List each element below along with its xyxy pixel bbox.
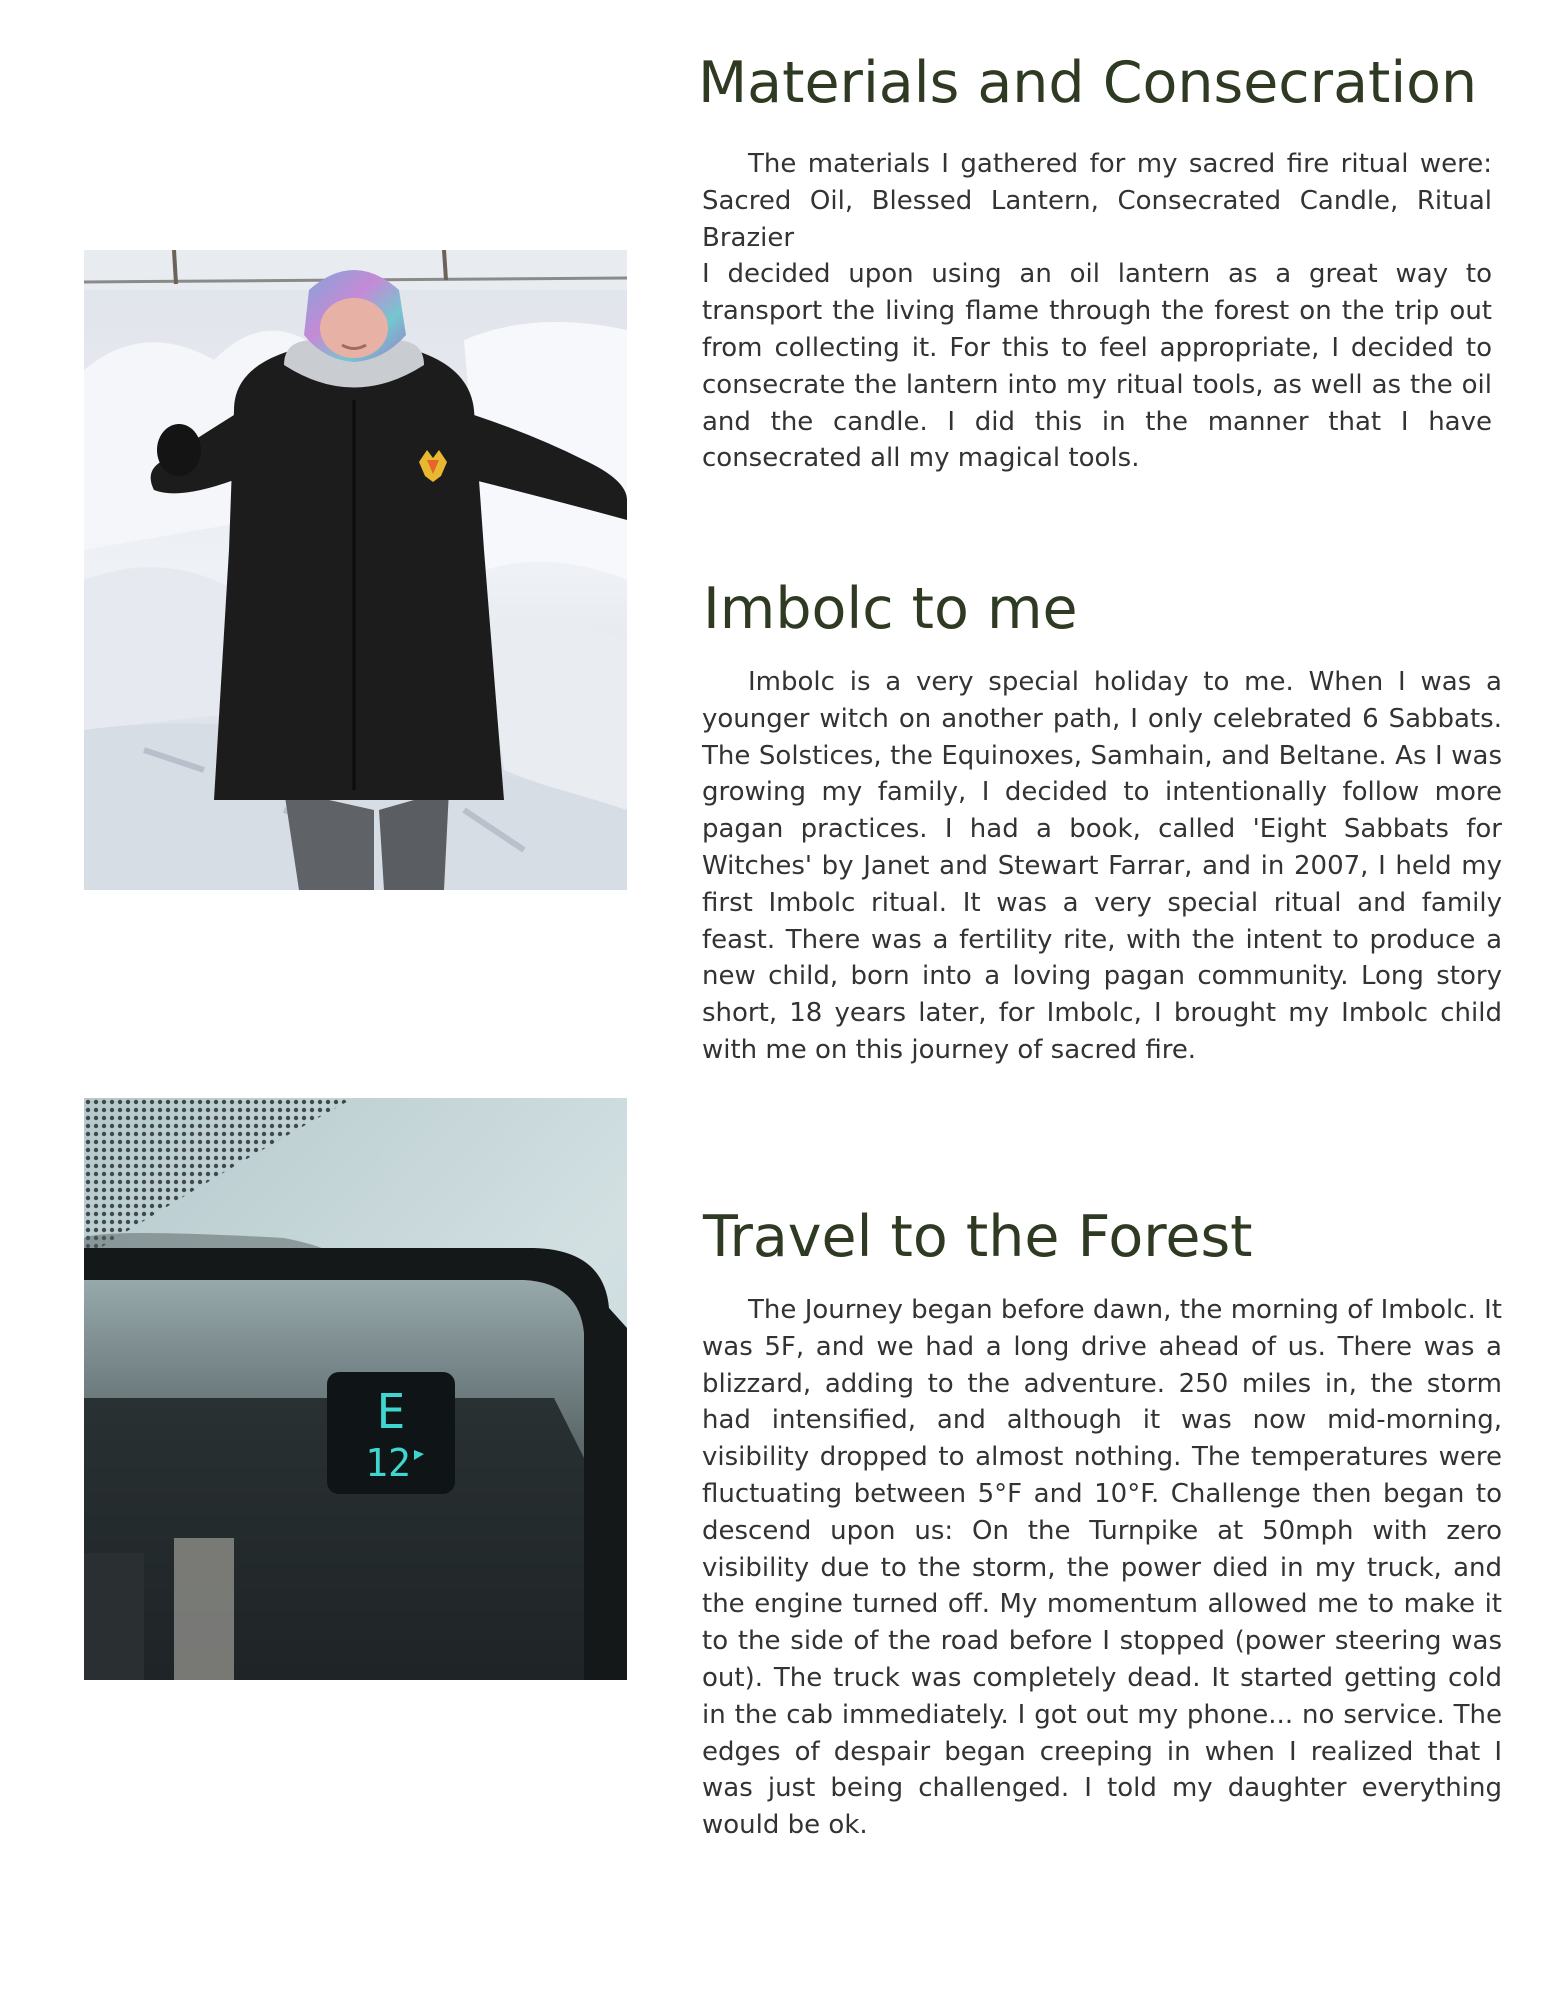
- paragraph: The materials I gathered for my sacred fire ritual were: Sacred Oil, Blessed Lantern, Consecrated Candle, Ritual Brazier: [702, 149, 1492, 253]
- photo-person-in-snow: [84, 250, 627, 890]
- paragraph: The Journey began before dawn, the morning of Imbolc. It was 5F, and we had a long drive ahead of us. There was a blizzard, adding to the adventure. 250 miles in, the storm had intensified, and although it was now mid-morning, visibility dropped to almost nothing. The temperatures were fluctuating between 5°F and 10°F. Challenge then began to descend upon us: On the Turnpike at 50mph with zero visibility due to the storm, the power died in my truck, and the engine turned off. My momentum allowed me to make it to the side of the road before I stopped (power steering was out). The truck was completely dead. It started getting cold in the cab immediately. I got out my phone... no service. The edges of despair began creeping in when I realized that I was just being challenged. I told my daughter everything would be ok.: [702, 1295, 1502, 1841]
- photo-mirror-display: [84, 1098, 627, 1680]
- paragraph: Imbolc is a very special holiday to me. When I was a younger witch on another path, I only celebrated 6 Sabbats. The Solstices, the Equinoxes, Samhain, and Beltane. As I was growing my family, I decided to intentionally follow more pagan practices. I had a book, called 'Eight Sabbats for Witches' by Janet and Stewart Farrar, and in 2007, I held my first Imbolc ritual. It was a very special ritual and family feast. There was a fertility rite, with the intent to produce a new child, born into a loving pagan community. Long story short, 18 years later, for Imbolc, I brought my Imbolc child with me on this journey of sacred fire.: [702, 667, 1502, 1065]
- temperature-readout: 12: [365, 1441, 411, 1485]
- compass-direction: E: [376, 1384, 406, 1440]
- section-title-travel: Travel to the Forest: [703, 1204, 1253, 1270]
- section-title-materials: Materials and Consecration: [698, 50, 1478, 116]
- paragraph: I decided upon using an oil lantern as a great way to transport the living flame through the forest on the trip out from collecting it. For this to feel appropriate, I decided to consecrate the lantern into my ritual tools, as well as the oil and the candle. I did this in the manner that I have consecrated all my magical tools.: [702, 259, 1492, 474]
- section-body-travel: [702, 1292, 1502, 1844]
- section-body-imbolc: [702, 664, 1502, 1069]
- section-body-materials: [702, 146, 1492, 477]
- section-title-imbolc: Imbolc to me: [703, 576, 1078, 642]
